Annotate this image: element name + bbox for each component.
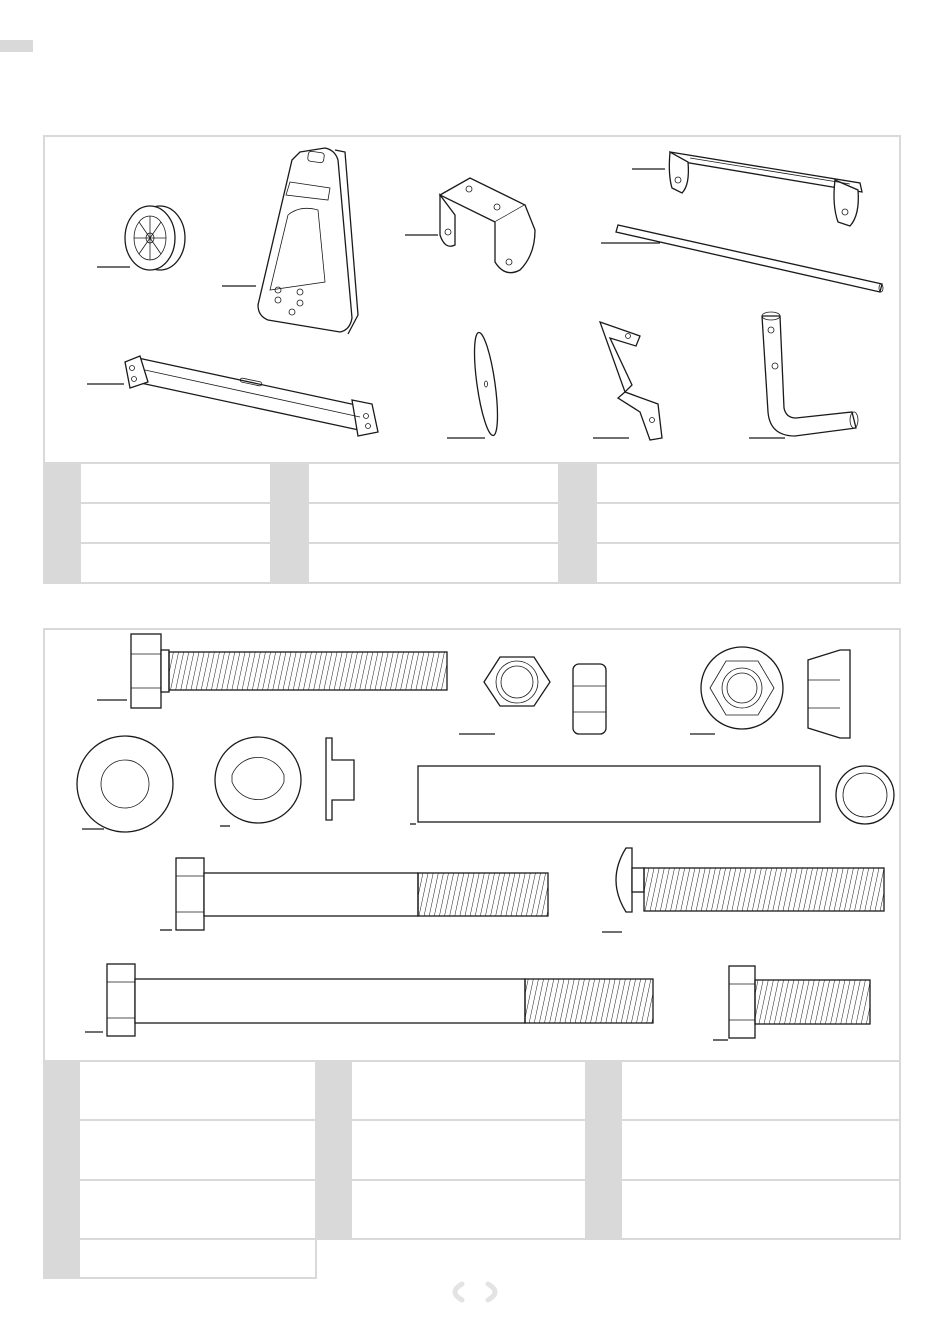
extra-long-hex-bolt-icon <box>85 964 653 1036</box>
table-cell <box>317 1062 587 1121</box>
table-cell <box>587 1121 899 1181</box>
bushing-icon <box>836 766 894 824</box>
spacer-tube-icon <box>410 766 820 824</box>
channel-beam-icon <box>87 356 378 436</box>
washer-disc-icon <box>447 331 502 438</box>
hex-lock-nut-icon <box>459 657 606 734</box>
u-bracket-icon <box>405 178 535 273</box>
table-cell <box>45 1121 317 1181</box>
hardware-parts-panel <box>43 135 901 584</box>
table-cell <box>272 544 560 584</box>
carriage-bolt-icon <box>602 848 884 932</box>
table-cell <box>272 504 560 544</box>
table-cell <box>587 1062 899 1121</box>
page-arrows-icon[interactable] <box>442 1280 508 1304</box>
support-bracket-icon <box>632 152 862 226</box>
short-hex-bolt-icon <box>713 966 870 1040</box>
wheel-icon <box>97 206 185 270</box>
keyed-washer-icon <box>215 737 354 826</box>
table-cell <box>45 504 272 544</box>
table-cell <box>560 544 899 584</box>
table-cell <box>317 1181 587 1240</box>
table-cell <box>587 1181 899 1240</box>
corner-tab <box>0 40 33 52</box>
long-hex-bolt-icon <box>160 858 548 930</box>
fastener-parts-table <box>45 1060 899 1240</box>
fastener-drawing <box>45 630 899 1060</box>
table-cell <box>45 1062 317 1121</box>
table-cell <box>43 1238 317 1279</box>
table-cell <box>45 544 272 584</box>
base-plate-icon <box>222 148 358 334</box>
flange-nut-icon <box>690 647 850 738</box>
table-cell <box>45 1181 317 1240</box>
l-pin-icon <box>749 312 858 438</box>
hex-bolt-icon <box>97 634 447 708</box>
table-cell <box>560 464 899 504</box>
hardware-parts-table <box>45 462 899 584</box>
flat-washer-icon <box>77 736 173 832</box>
fastener-parts-panel <box>43 628 901 1240</box>
table-cell <box>317 1121 587 1181</box>
table-cell <box>560 504 899 544</box>
rod-icon <box>601 225 883 292</box>
table-cell <box>272 464 560 504</box>
hardware-drawing <box>45 137 899 467</box>
angle-bracket-icon <box>593 322 662 440</box>
table-cell <box>45 464 272 504</box>
